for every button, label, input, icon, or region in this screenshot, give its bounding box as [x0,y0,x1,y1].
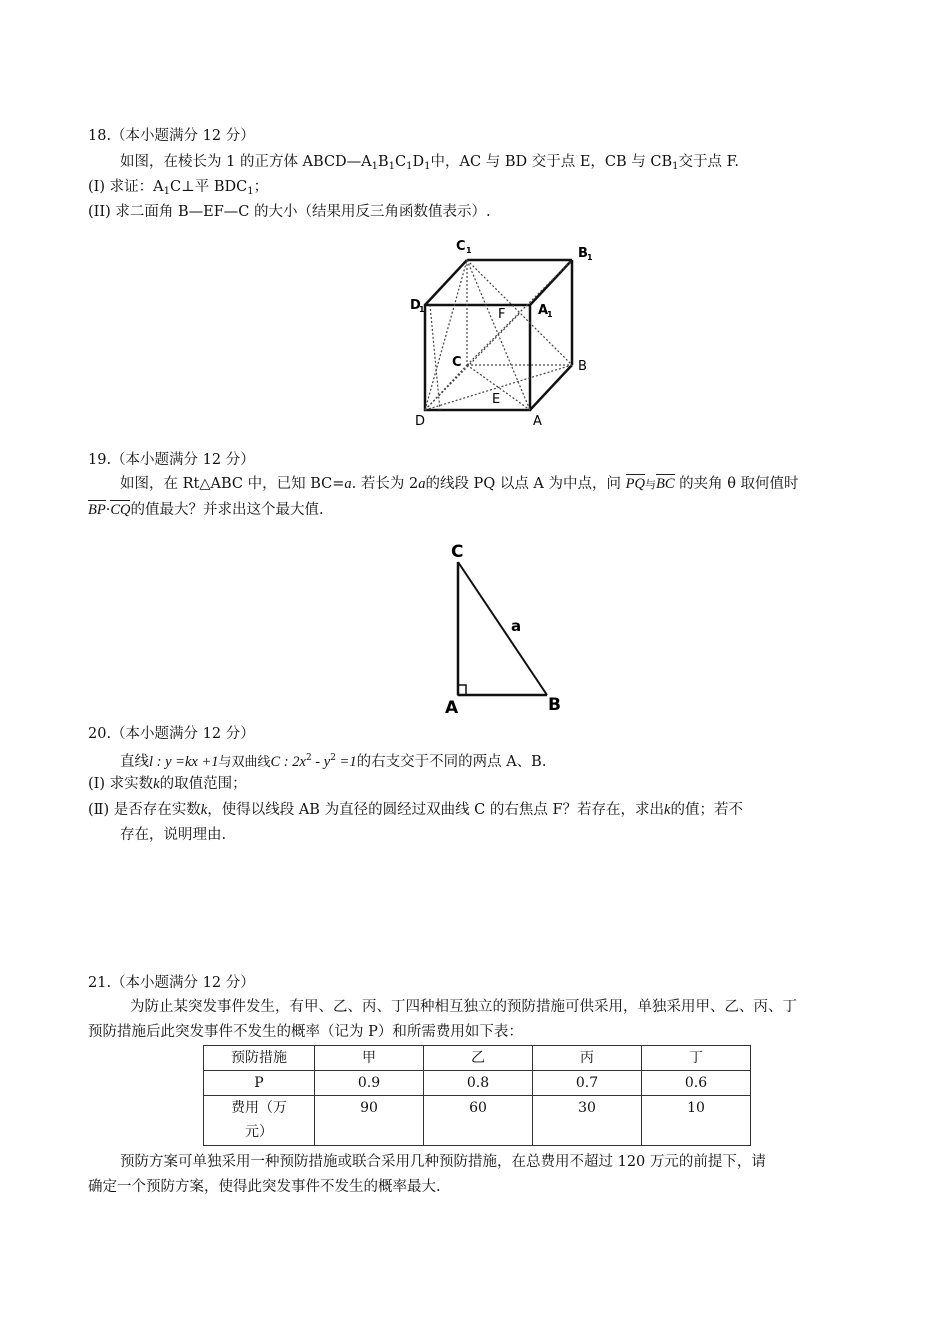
table-cell: 60 [424,1096,533,1146]
table-header-cell: 甲 [315,1046,424,1071]
label-D1: D [410,298,421,313]
label-B1: B [578,246,588,261]
label-E: E [492,392,501,407]
label-C: C [452,355,462,370]
svg-text:1: 1 [587,253,593,262]
measures-table [203,1045,751,1146]
cube-figure [405,235,605,435]
label-D: D [415,414,426,429]
table-header-cell: 丙 [533,1046,642,1071]
table-header-cell: 预防措施 [204,1046,315,1071]
table-cell: 费用（万 元） [204,1096,315,1146]
table-row [204,1046,751,1071]
q19-stem-2: BP·CQ的值最大？并求出这个最大值. [88,502,324,518]
q18-stem: 如图，在棱长为 1 的正方体 $ABCD—A_1B_1C_1D_1$中，AC 与 BD 交于点 E，CB 与 $CB_1$交于点 F. [120,154,740,172]
vector-BC: BC [655,476,675,492]
label-A1: A [538,303,549,318]
q21-stem-2: 预防措施后此突发事件不发生的概率（记为 P）和所需费用如下表： [88,1024,523,1040]
q20-part1: (Ⅰ) 求实数k的取值范围； [88,776,247,792]
label-C1: C [456,239,466,254]
label-C: C [451,542,464,562]
q20-stem: 直线l : y =kx +1与双曲线C : $2x^2 - y^2 =1$的右支交于不同的两点 A、B. [120,753,547,770]
label-F: F [498,307,506,322]
table-cell: 0.9 [315,1071,424,1096]
q20-part2-cont: 存在，说明理由. [120,827,227,843]
q20-part2: (Ⅱ) 是否存在实数k，使得以线段 AB 为直径的圆经过双曲线 C 的右焦点 F？若存在，求出k的值；若不 [88,802,743,818]
q19-stem: 如图，在 Rt△ABC 中，已知 BC=a. 若长为 2a的线段 PQ 以点 A 为中点，问 PQ与BC 的夹角 θ 取何值时 [120,476,799,492]
label-a: a [511,617,522,635]
table-cell: 10 [642,1096,751,1146]
table-cell: 0.6 [642,1071,751,1096]
vector-BP: BP [88,502,106,518]
label-B: B [548,695,561,715]
table-cell: P [204,1071,315,1096]
triangle-figure [440,538,570,718]
svg-text:1: 1 [547,310,553,319]
q19-header: 19.（本小题满分 12 分） [88,452,255,468]
label-B: B [578,359,587,374]
table-row [204,1071,751,1096]
q18-header: 18.（本小题满分 12 分） [88,128,255,144]
q21-header: 21.（本小题满分 12 分） [88,975,255,991]
svg-text:1: 1 [466,246,472,255]
table-cell: 90 [315,1096,424,1146]
q21-stem-1: 为防止某突发事件发生，有甲、乙、丙、丁四种相互独立的预防措施可供采用，单独采用甲、乙、丙、丁 [130,999,797,1015]
svg-text:1: 1 [419,305,425,314]
table-cell: 0.8 [424,1071,533,1096]
vector-PQ: PQ [625,476,645,492]
table-row [204,1096,751,1146]
q18-part1: (I) 求证：$A_1C\perp$平 $BDC_1$； [88,179,269,197]
q21-end-1: 预防方案可单独采用一种预防措施或联合采用几种预防措施，在总费用不超过 120 万元的前提下，请 [120,1154,766,1170]
table-header-cell: 丁 [642,1046,751,1071]
label-A: A [533,414,542,429]
label-A: A [445,698,459,718]
q18-part2: (II) 求二面角 B—EF—C 的大小（结果用反三角函数值表示）. [88,204,491,220]
q20-header: 20.（本小题满分 12 分） [88,726,255,742]
table-header-cell: 乙 [424,1046,533,1071]
table-cell: 30 [533,1096,642,1146]
table-cell: 0.7 [533,1071,642,1096]
q21-end-2: 确定一个预防方案，使得此突发事件不发生的概率最大. [88,1179,441,1195]
vector-CQ: CQ [110,502,131,518]
